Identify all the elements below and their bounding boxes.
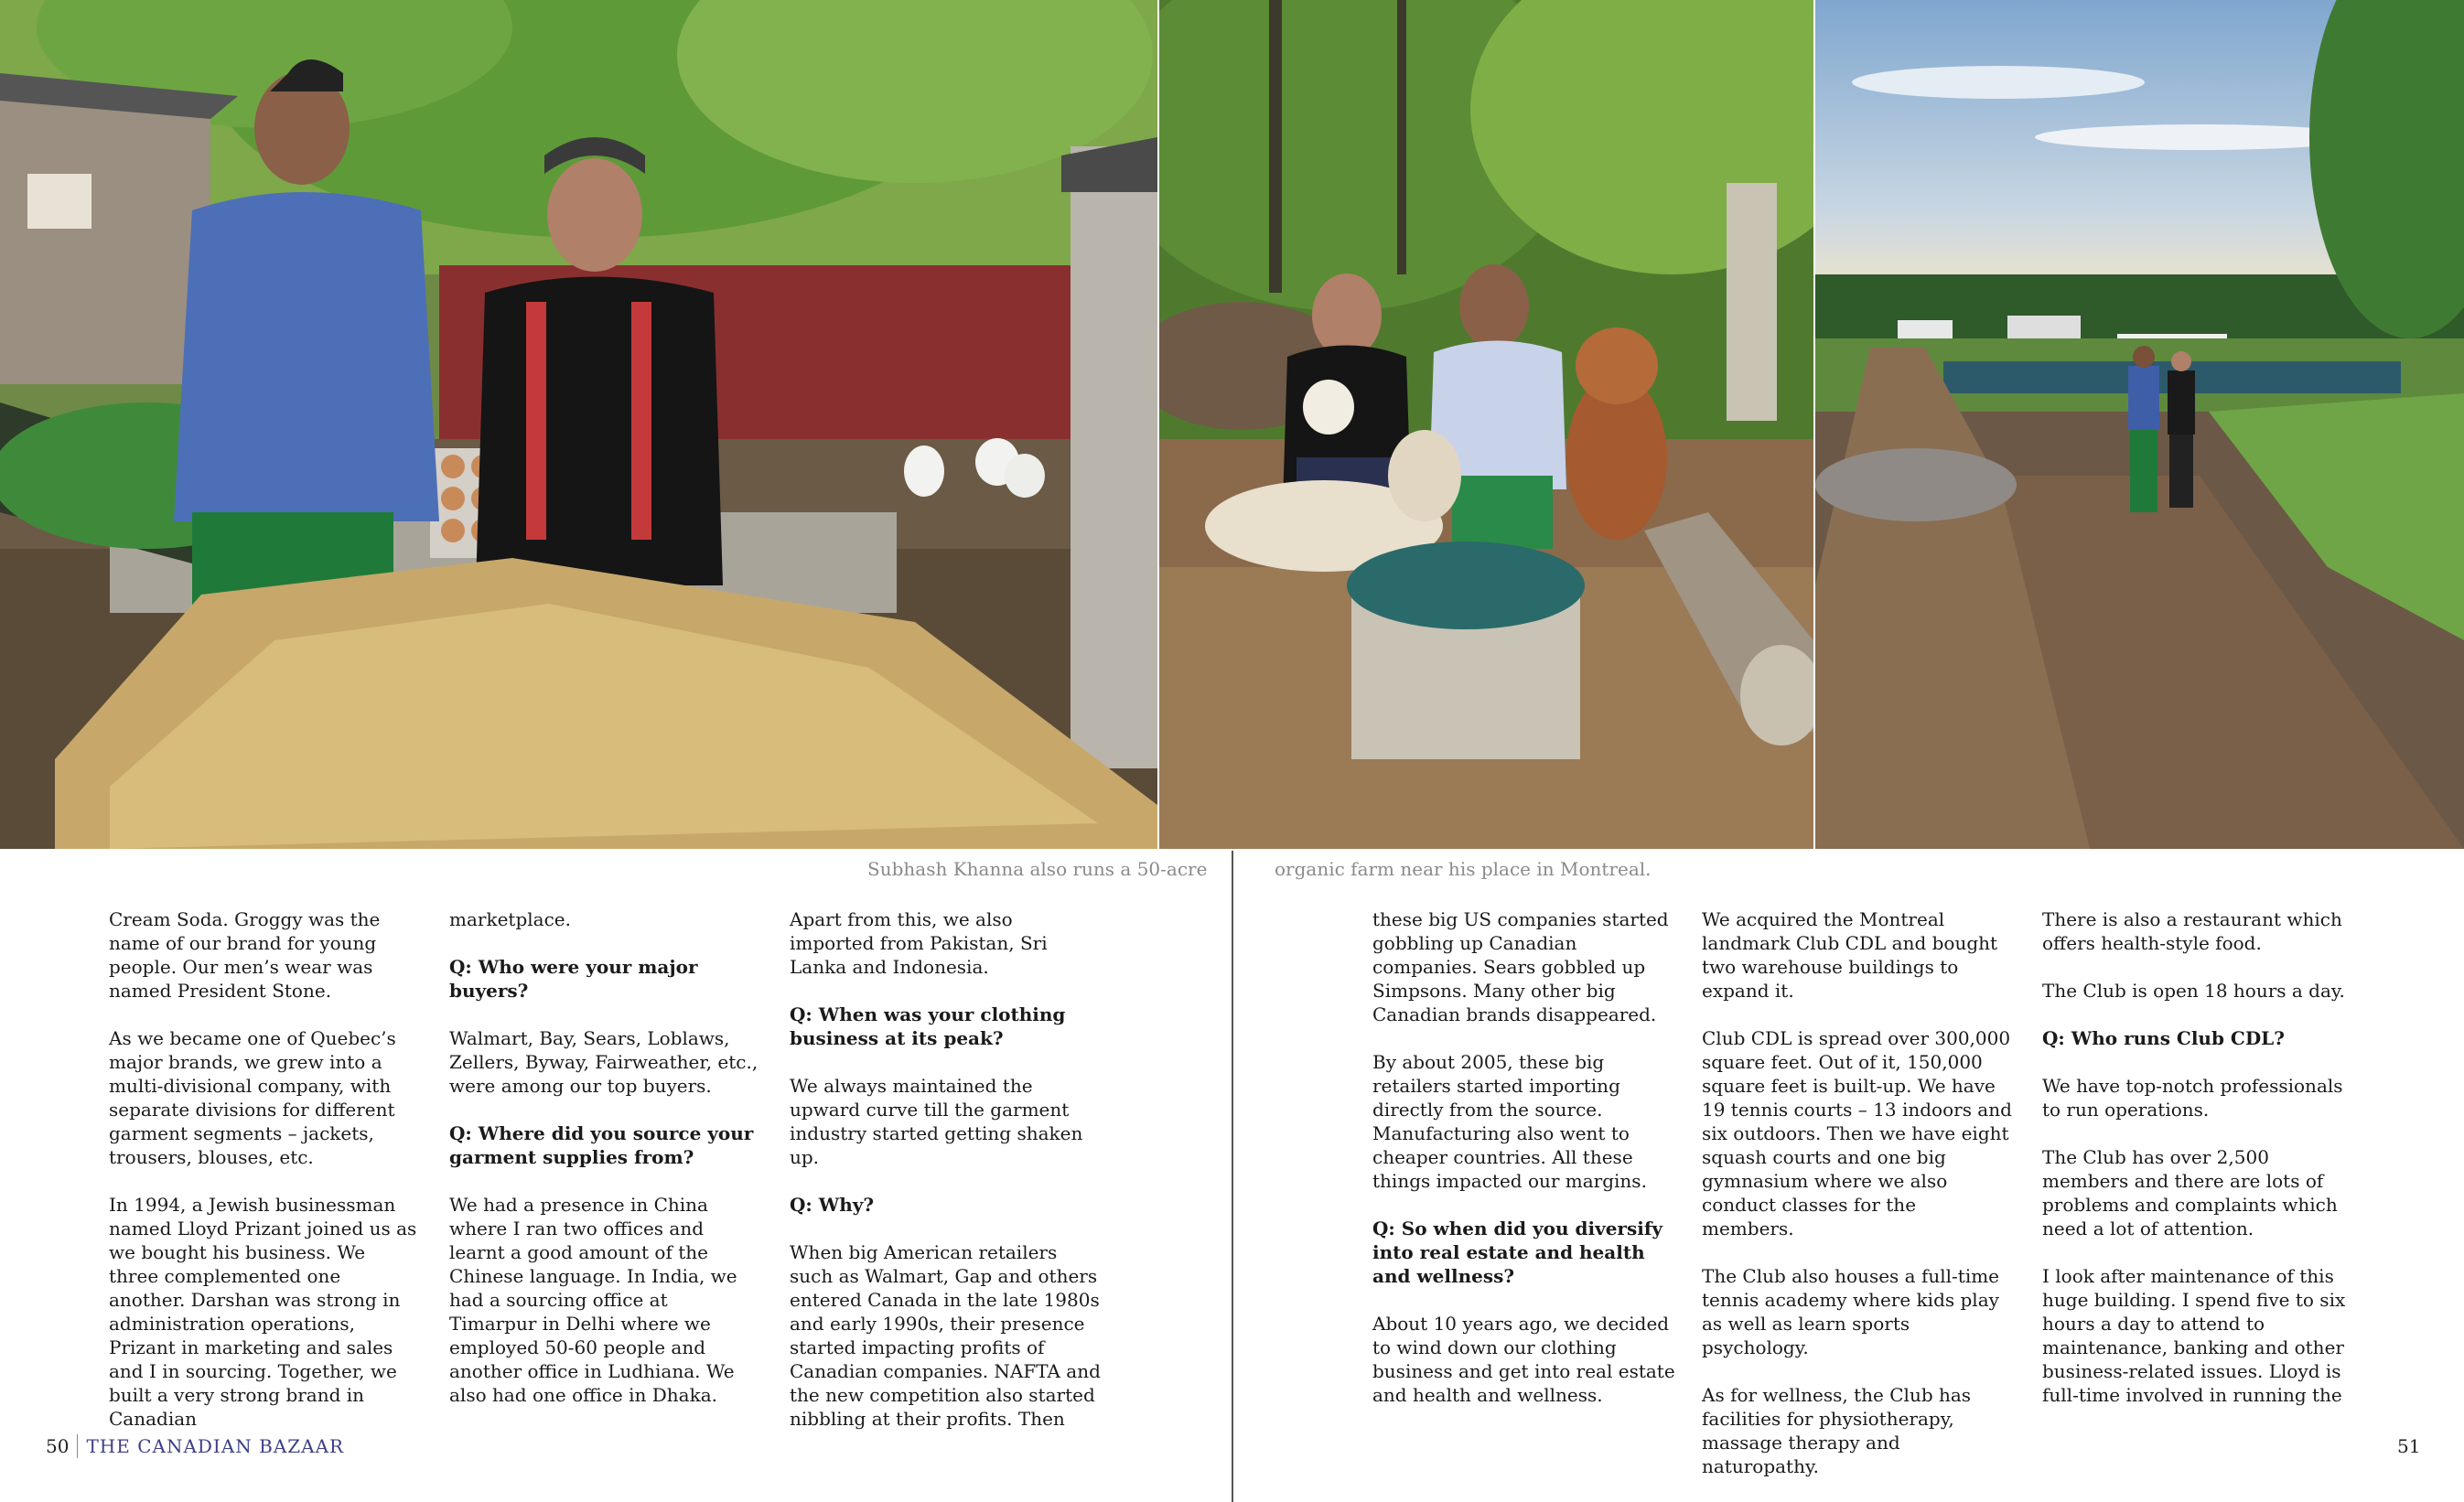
farm-photo-chickens-icon bbox=[0, 0, 1157, 849]
folio-left bbox=[46, 1434, 344, 1458]
article-column-4 bbox=[1372, 907, 1684, 1431]
article-column-2 bbox=[449, 907, 760, 1431]
article-paragraph: In 1994, a Jewish businessman named Lloyd Prizant joined us as we bought his business. We three complemented one another. Darshan was strong in administration operations, Prizant in marketing and sales and I in sourcing. Together, we built a very strong brand in Canadian bbox=[109, 1194, 417, 1430]
article-paragraph: Walmart, Bay, Sears, Loblaws, Zellers, Byway, Fairweather, etc., were among our top buyers. bbox=[449, 1027, 759, 1097]
interview-question: Q: Who were your major buyers? bbox=[449, 956, 698, 1002]
photo-farm-chickens bbox=[0, 0, 1157, 849]
photo-men-with-dogs bbox=[1159, 0, 1813, 849]
photo-caption-right: organic farm near his place in Montreal. bbox=[1275, 858, 1652, 880]
page-number-left: 50 bbox=[46, 1435, 70, 1457]
page-number-right: 51 bbox=[2397, 1435, 2421, 1457]
farm-photo-dogs-icon bbox=[1159, 0, 1813, 849]
article-paragraph: About 10 years ago, we decided to wind down our clothing business and get into real estate and health and wellness. bbox=[1372, 1313, 1675, 1406]
article-paragraph: We have top-notch professionals to run operations. bbox=[2042, 1075, 2343, 1121]
interview-question: Q: When was your clothing business at its peak? bbox=[790, 1003, 1066, 1049]
article-paragraph: We had a presence in China where I ran two offices and learnt a good amount of the Chinese language. In India, we had a sourcing office at Timarpur in Delhi where we employed 50-60 people and another office in Ludhiana. We also had one office in Dhaka. bbox=[449, 1194, 737, 1406]
article-column-6 bbox=[2042, 907, 2353, 1431]
page-gutter-divider bbox=[1232, 851, 1233, 1502]
article-column-3 bbox=[790, 907, 1101, 1454]
article-paragraph: I look after maintenance of this huge building. I spend five to six hours a day to attend to maintenance, banking and other business-related issues. Lloyd is full-time involved in running the bbox=[2042, 1265, 2346, 1406]
article-paragraph: marketplace. bbox=[449, 908, 571, 930]
article-paragraph: We acquired the Montreal landmark Club CDL and bought two warehouse buildings to expand it. bbox=[1702, 908, 1998, 1002]
article-paragraph: The Club has over 2,500 members and there are lots of problems and complaints which need a lot of attention. bbox=[2042, 1146, 2338, 1239]
article-paragraph: The Club is open 18 hours a day. bbox=[2042, 980, 2345, 1002]
interview-question: Q: Why? bbox=[790, 1194, 875, 1216]
article-paragraph: When big American retailers such as Walmart, Gap and others entered Canada in the late 1980s and early 1990s, their presence started impacting profits of Canadian companies. NAFTA and the new competition also started nibbling at their profits. Then bbox=[790, 1241, 1101, 1430]
photo-farm-road bbox=[1815, 0, 2464, 849]
article-paragraph: By about 2005, these big retailers started importing directly from the source. Manufacturing also went to cheaper countries. All these things impacted our margins. bbox=[1372, 1051, 1647, 1192]
article-column-1 bbox=[109, 907, 420, 1454]
article-paragraph: Cream Soda. Groggy was the name of our brand for young people. Our men’s wear was named President Stone. bbox=[109, 908, 381, 1002]
article-paragraph: these big US companies started gobbling up Canadian companies. Sears gobbled up Simpsons. Many other big Canadian brands disappeared. bbox=[1372, 908, 1669, 1025]
article-paragraph: There is also a restaurant which offers health-style food. bbox=[2042, 908, 2342, 954]
interview-question: Q: So when did you diversify into real estate and health and wellness? bbox=[1372, 1218, 1663, 1287]
article-paragraph: Apart from this, we also imported from Pakistan, Sri Lanka and Indonesia. bbox=[790, 908, 1048, 978]
article-paragraph: The Club also houses a full-time tennis academy where kids play as well as learn sports psychology. bbox=[1702, 1265, 2000, 1358]
article-column-5 bbox=[1702, 907, 2013, 1502]
farm-photo-road-icon bbox=[1815, 0, 2464, 849]
folio-divider bbox=[77, 1434, 78, 1458]
interview-question: Q: Where did you source your garment supplies from? bbox=[449, 1122, 754, 1168]
article-paragraph: As for wellness, the Club has facilities for physiotherapy, massage therapy and naturopathy. bbox=[1702, 1384, 1972, 1477]
photo-caption-left: Subhash Khanna also runs a 50-acre bbox=[867, 858, 1208, 880]
magazine-name: THE CANADIAN BAZAAR bbox=[86, 1435, 345, 1457]
interview-question: Q: Who runs Club CDL? bbox=[2042, 1027, 2285, 1049]
article-paragraph: As we became one of Quebec’s major brands, we grew into a multi-divisional company, with separate divisions for different garment segments – jackets, trousers, blouses, etc. bbox=[109, 1027, 396, 1168]
article-paragraph: We always maintained the upward curve till the garment industry started getting shaken up. bbox=[790, 1075, 1083, 1168]
article-paragraph: Club CDL is spread over 300,000 square feet. Out of it, 150,000 square feet is built-up. We have 19 tennis courts – 13 indoors and six outdoors. Then we have eight squash courts and one big gymnasium where we also conduct classes for the members. bbox=[1702, 1027, 2012, 1239]
